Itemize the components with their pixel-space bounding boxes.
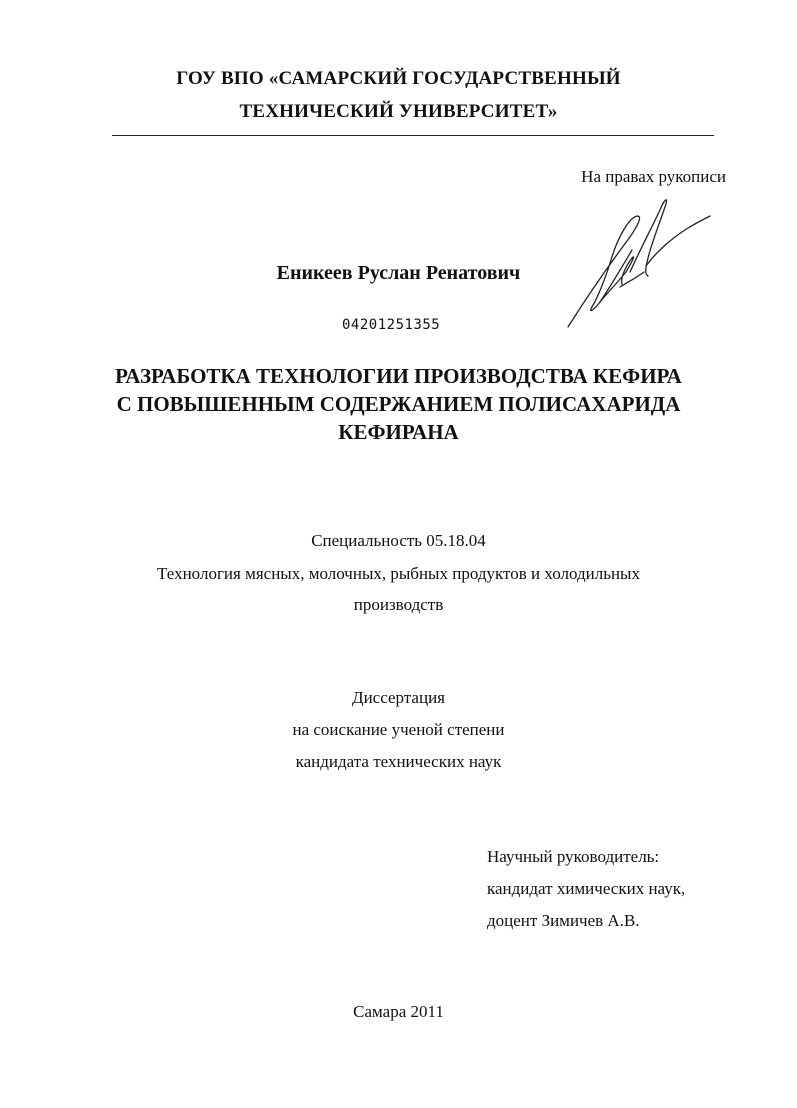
supervisor-name: доцент Зимичев А.В.	[487, 911, 640, 930]
dissertation-label: Диссертация	[351, 688, 445, 707]
dissertation-field-line: кандидата технических наук	[295, 752, 502, 771]
title-line-3: КЕФИРАНА	[338, 420, 459, 444]
supervisor-label: Научный руководитель:	[487, 847, 660, 866]
title-line-1: РАЗРАБОТКА ТЕХНОЛОГИИ ПРОИЗВОДСТВА КЕФИРА	[115, 364, 682, 388]
organization-line-2: ТЕХНИЧЕСКИЙ УНИВЕРСИТЕТ»	[239, 101, 558, 122]
header-divider	[112, 135, 714, 136]
supervisor-degree: кандидат химических наук,	[487, 879, 686, 898]
specialty-name-line-2: производств	[353, 595, 444, 614]
specialty-code: Специальность 05.18.04	[311, 531, 486, 550]
rights-note: На правах рукописи	[581, 167, 726, 186]
title-line-2: С ПОВЫШЕННЫМ СОДЕРЖАНИЕМ ПОЛИСАХАРИДА	[116, 392, 681, 416]
place-and-year: Самара 2011	[353, 1002, 444, 1021]
specialty-name-line-1: Технология мясных, молочных, рыбных продуктов и холодильных	[157, 564, 640, 583]
author-name: Еникеев Руслан Ренатович	[276, 262, 521, 284]
registration-code: 04201251355	[342, 317, 441, 333]
dissertation-degree-line: на соискание ученой степени	[292, 720, 505, 739]
organization-line-1: ГОУ ВПО «САМАРСКИЙ ГОСУДАРСТВЕННЫЙ	[176, 68, 621, 89]
